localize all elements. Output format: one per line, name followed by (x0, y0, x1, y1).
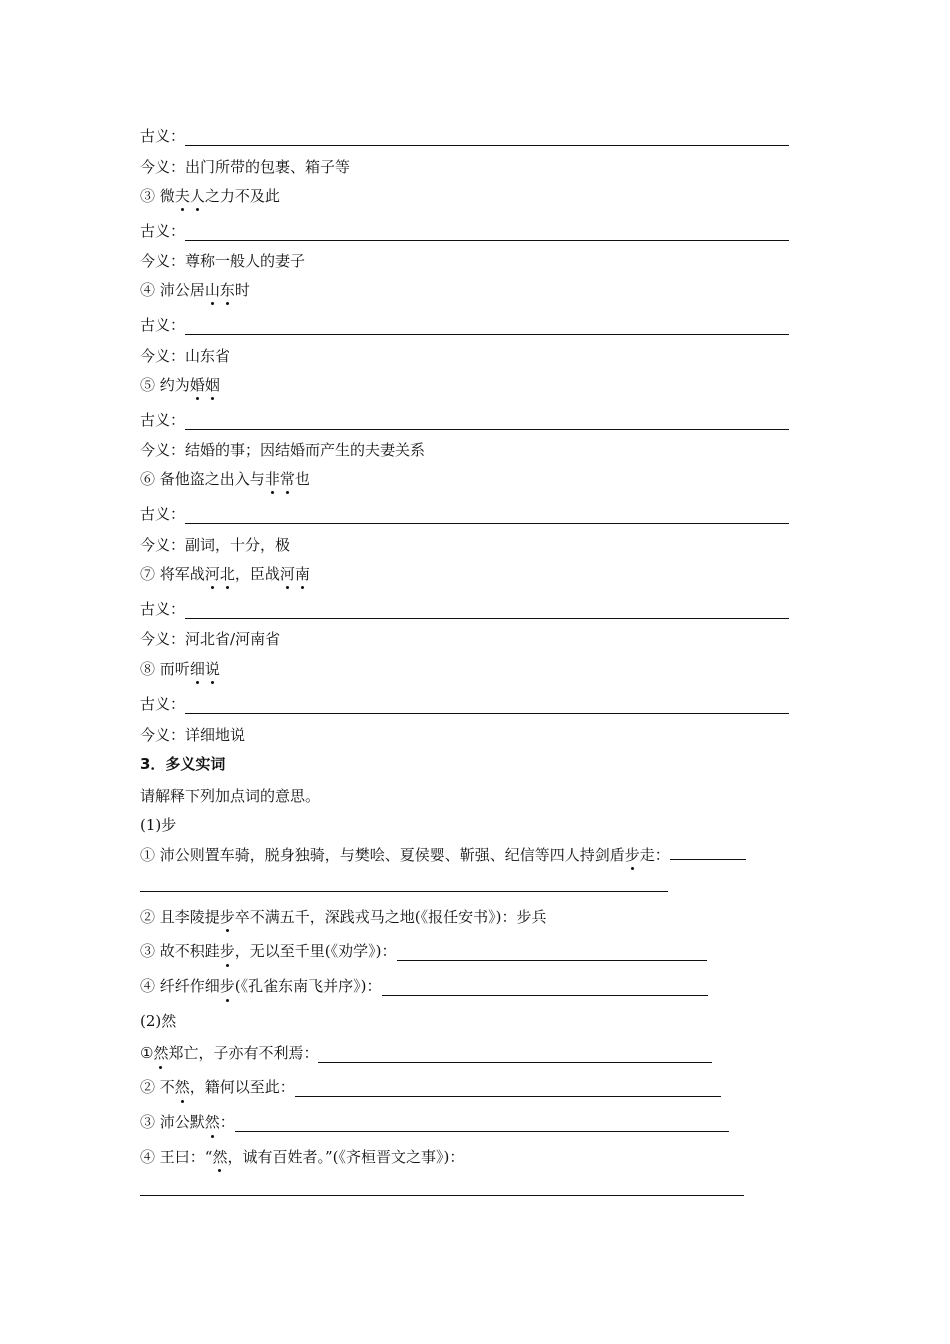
item-number: ⑤ (140, 376, 156, 394)
gu-label: 古义： (140, 600, 186, 618)
item-3-sentence (140, 186, 280, 206)
answer-blank[interactable] (185, 415, 789, 430)
word-label-ran: (2)然 (140, 1012, 177, 1030)
jin-line-2 (140, 157, 350, 177)
item-4-sentence (140, 280, 250, 300)
dotted-char: 北 (219, 565, 235, 583)
section-heading: 3．多义实词 (140, 755, 226, 773)
sentence-text: ，籍何以至此： (189, 1078, 295, 1096)
gu-label: 古义： (140, 222, 186, 240)
gu-label: 古义： (140, 316, 186, 334)
jin-label: 今义： (140, 347, 186, 365)
sentence-text: 也 (294, 470, 310, 488)
ran-sentence-4 (140, 1147, 464, 1167)
jin-label: 今义： (140, 630, 186, 648)
sentence-text: ： (219, 1113, 235, 1131)
sentence-text: ② 且李陵提 (140, 908, 220, 926)
answer-blank[interactable] (670, 845, 746, 860)
gu-line-2 (140, 126, 789, 146)
jin-line-8 (140, 725, 245, 745)
item-7-sentence (140, 564, 310, 584)
answer-blank[interactable] (185, 604, 789, 619)
answer-blank[interactable] (140, 891, 668, 892)
bu-sentence-2 (140, 907, 547, 927)
item-number: ③ (140, 187, 156, 205)
dotted-char: 然 (174, 1078, 190, 1096)
sentence-text: ① (140, 1044, 154, 1062)
jin-text: 副词，十分，极 (185, 536, 291, 554)
sentence-text: ③ 故不积跬 (140, 942, 220, 960)
answer-blank[interactable] (185, 509, 789, 524)
jin-text: 结婚的事；因结婚而产生的夫妻关系 (185, 441, 426, 459)
instruction: 请解释下列加点词的意思。 (140, 787, 321, 805)
dotted-char: 河 (279, 565, 295, 583)
answer-blank[interactable] (397, 946, 707, 961)
dotted-char: 婚 (189, 376, 205, 394)
sentence-text: ① 沛公则置车骑，脱身独骑，与樊哙、夏侯婴、靳强、纪信等四人持剑盾 (140, 846, 625, 864)
bu-sentence-4 (140, 976, 708, 996)
ran-sentence-2 (140, 1077, 721, 1097)
item-number: ④ (140, 281, 156, 299)
gu-label: 古义： (140, 505, 186, 523)
jin-line-6 (140, 535, 290, 555)
sentence-text: ，诚有百姓者。”(《齐桓晋文之事》)： (227, 1148, 465, 1166)
dotted-char: 然 (153, 1044, 169, 1062)
answer-blank[interactable] (295, 1082, 721, 1097)
jin-text: 尊称一般人的妻子 (185, 252, 306, 270)
dotted-char: 南 (294, 565, 310, 583)
word-label-bu: (1)步 (140, 816, 177, 834)
answer-blank[interactable] (235, 1117, 729, 1132)
ran-sentence-3 (140, 1112, 729, 1132)
sentence-text: 沛公居 (159, 281, 205, 299)
gu-label: 古义： (140, 411, 186, 429)
dotted-char: 山 (204, 281, 220, 299)
answer-blank[interactable] (185, 699, 789, 714)
jin-line-7 (140, 629, 280, 649)
dotted-char: 常 (279, 470, 295, 488)
item-number: ⑦ (140, 565, 156, 583)
answer-blank[interactable] (382, 981, 708, 996)
sentence-text: ，臣战 (234, 565, 280, 583)
jin-label: 今义： (140, 158, 186, 176)
sentence-text: 走： (639, 846, 670, 864)
gu-label: 古义： (140, 695, 186, 713)
dotted-char: 步 (219, 942, 235, 960)
dotted-char: 然 (212, 1148, 228, 1166)
gu-line-4 (140, 315, 789, 335)
gu-line-8 (140, 694, 789, 714)
dotted-char: 步 (219, 908, 235, 926)
dotted-char: 然 (204, 1113, 220, 1131)
ran-sentence-1 (140, 1043, 712, 1063)
jin-text: 河北省/河南省 (185, 630, 281, 648)
dotted-char: 细 (189, 660, 205, 678)
jin-label: 今义： (140, 441, 186, 459)
dotted-char: 步 (624, 846, 640, 864)
sentence-text: (《孔雀东南飞并序》)： (234, 977, 382, 995)
dotted-char: 人 (189, 187, 205, 205)
gu-label: 古义： (140, 127, 186, 145)
bu-sentence-3 (140, 941, 707, 961)
sentence-text: 郑亡，子亦有不利焉： (168, 1044, 319, 1062)
bu-sentence-1 (140, 845, 746, 865)
item-number: ⑥ (140, 470, 156, 488)
sentence-text: 微 (159, 187, 175, 205)
jin-text: 详细地说 (185, 726, 246, 744)
sentence-text: 约为 (159, 376, 190, 394)
dotted-char: 非 (264, 470, 280, 488)
gu-line-6 (140, 504, 789, 524)
answer-blank[interactable] (140, 1195, 744, 1196)
sentence-text: 之力不及此 (204, 187, 280, 205)
sentence-text: ④ 王曰：“ (140, 1148, 213, 1166)
dotted-char: 夫 (174, 187, 190, 205)
dotted-char: 河 (204, 565, 220, 583)
sentence-text: 而听 (159, 660, 190, 678)
sentence-text: 备他盗之出入与 (159, 470, 265, 488)
dotted-char: 说 (204, 660, 220, 678)
sentence-text: ，无以至千里(《劝学》)： (234, 942, 397, 960)
jin-line-4 (140, 346, 230, 366)
jin-text: 出门所带的包裹、箱子等 (185, 158, 351, 176)
dotted-char: 步 (219, 977, 235, 995)
jin-line-3 (140, 251, 305, 271)
dotted-char: 东 (219, 281, 235, 299)
sentence-text: 将军战 (159, 565, 205, 583)
item-6-sentence (140, 469, 310, 489)
sentence-text: 卒不满五千，深践戎马之地(《报任安书》)：步兵 (234, 908, 547, 926)
sentence-text: ④ 纤纤作细 (140, 977, 220, 995)
jin-text: 山东省 (185, 347, 231, 365)
sentence-text: ② 不 (140, 1078, 175, 1096)
gu-line-5 (140, 410, 789, 430)
jin-label: 今义： (140, 726, 186, 744)
answer-blank[interactable] (185, 131, 789, 146)
item-8-sentence (140, 659, 220, 679)
gu-line-7 (140, 599, 789, 619)
dotted-char: 姻 (204, 376, 220, 394)
sentence-text: ③ 沛公默 (140, 1113, 205, 1131)
answer-blank[interactable] (185, 226, 789, 241)
item-number: ⑧ (140, 660, 156, 678)
jin-line-5 (140, 440, 425, 460)
answer-blank[interactable] (318, 1048, 712, 1063)
gu-line-3 (140, 221, 789, 241)
item-5-sentence (140, 375, 220, 395)
sentence-text: 时 (234, 281, 250, 299)
jin-label: 今义： (140, 252, 186, 270)
answer-blank[interactable] (185, 320, 789, 335)
jin-label: 今义： (140, 536, 186, 554)
